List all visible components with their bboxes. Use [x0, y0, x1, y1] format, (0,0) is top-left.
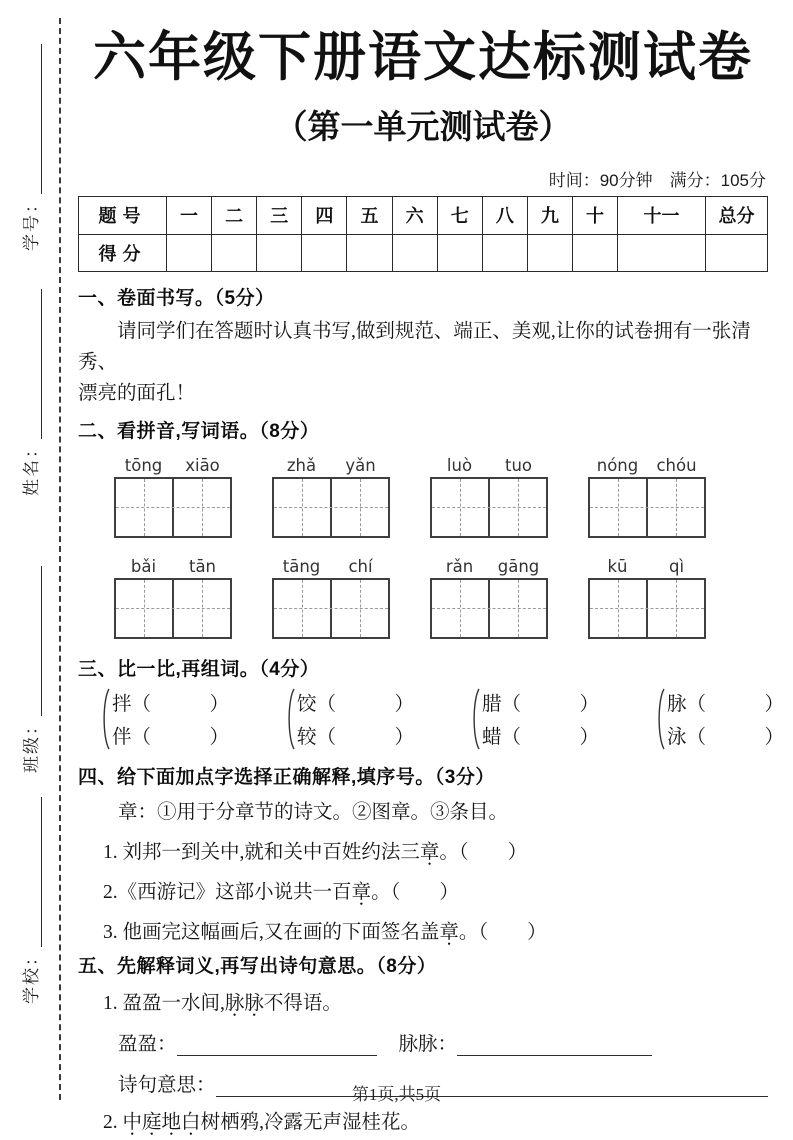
question-column: 十 [572, 196, 617, 234]
word-pair-line: 蜡（ ） [482, 727, 600, 749]
pinyin-grid-group [430, 557, 548, 639]
section4-items [78, 836, 768, 944]
score-cell [167, 234, 212, 271]
blank2-label: 脉脉： [398, 1033, 458, 1055]
score-cell [437, 234, 482, 271]
sentence-post: 。（ ） [371, 881, 459, 903]
section4-gloss: 章：①用于分章节的诗文。②图章。③条目。 [118, 801, 509, 823]
score-cell [527, 234, 572, 271]
pinyin-labels [430, 456, 548, 475]
pinyin-syllable: gāng [497, 556, 540, 576]
pinyin-syllable: kū [607, 556, 628, 576]
writing-grid-cell [116, 479, 172, 536]
blank3-label: 诗句意思： [118, 1074, 216, 1096]
word-pair-column [112, 688, 229, 754]
pinyin-syllable: tuo [504, 455, 533, 475]
margin-field [17, 44, 42, 251]
score-cell [618, 234, 706, 271]
writing-grid-cell [274, 479, 330, 536]
word-pair-line: 较（ ） [297, 727, 415, 749]
pinyin-grid-group [588, 557, 706, 639]
score-cell [482, 234, 527, 271]
word-pair-line: 泳（ ） [667, 727, 785, 749]
pinyin-labels [114, 557, 232, 576]
answer-blank [457, 1033, 652, 1056]
question-column: 一 [167, 196, 212, 234]
writing-grid-cell [432, 580, 488, 637]
sentence-pre: 2. [103, 1111, 123, 1133]
question-column: 总分 [706, 196, 768, 234]
pinyin-syllable: rǎn [445, 556, 474, 576]
pinyin-syllable: tān [188, 556, 217, 576]
writing-grid-cell [330, 479, 388, 536]
dotted-chars: 脉脉 [224, 992, 264, 1014]
paper-title: 六年级下册语文达标测试卷 [93, 29, 753, 87]
writing-grid-cell [488, 479, 546, 536]
score-cell [302, 234, 347, 271]
pinyin-syllable: chí [348, 556, 373, 576]
sentence-post: 树栖鸦,冷露无声湿桂花。 [200, 1111, 420, 1133]
question-column: 六 [392, 196, 437, 234]
blank1-label: 盈盈： [118, 1033, 177, 1055]
writing-grid-cell [172, 479, 230, 536]
pinyin-labels [272, 456, 390, 475]
brace-icon [100, 687, 110, 756]
word-pair-group [100, 687, 229, 756]
sentence-pre: 1. 盈盈一水间, [103, 992, 225, 1014]
section4-item [78, 876, 768, 904]
margin-field-line [24, 566, 42, 716]
word-pairs-row [78, 687, 785, 756]
section2-heading: 二、看拼音,写词语。（8分） [78, 420, 320, 442]
writing-grid-cell [116, 580, 172, 637]
pinyin-syllable: yǎn [345, 455, 376, 475]
score-cell [572, 234, 617, 271]
sentence-post: 。（ ） [439, 841, 528, 863]
question-column: 三 [257, 196, 302, 234]
writing-grid-box [272, 477, 390, 538]
score-cell [347, 234, 392, 271]
sentence-pre: 2.《西游记》这部小说共一百 [103, 881, 352, 903]
section1-paragraph-line2: 漂亮的面孔！ [78, 382, 196, 404]
pinyin-syllable: chóu [656, 455, 697, 475]
section1-paragraph-line1: 请同学们在答题时认真书写,做到规范、端正、美观,让你的试卷拥有一张清秀、 [78, 320, 751, 373]
question-number-label: 题号 [79, 196, 167, 234]
sentence-pre: 1. 刘邦一到关中,就和关中百姓约法三 [103, 841, 420, 863]
writing-grid-cell [274, 580, 330, 637]
pinyin-syllable: xiāo [185, 455, 220, 475]
pinyin-grid-group [588, 456, 706, 538]
pinyin-grid-group [114, 456, 232, 538]
writing-grid-box [588, 477, 706, 538]
pinyin-grid-group [114, 557, 232, 639]
section5-item2 [78, 1106, 768, 1134]
pinyin-syllable: zhǎ [286, 455, 317, 475]
writing-grid-box [588, 578, 706, 639]
brace-icon [285, 687, 295, 756]
word-pair-line: 饺（ ） [297, 694, 415, 716]
writing-grid-box [114, 477, 232, 538]
margin-field-label: 姓名： [21, 439, 41, 496]
word-pair-line: 脉（ ） [667, 694, 785, 716]
brace-icon [470, 687, 480, 756]
word-pair-line: 拌（ ） [112, 694, 230, 716]
dotted-chars: 章 [419, 841, 440, 863]
writing-grid-cell [646, 580, 704, 637]
margin-field [17, 289, 42, 496]
pinyin-syllable: bǎi [130, 556, 157, 576]
writing-grid-box [430, 578, 548, 639]
word-pair-column [667, 688, 784, 754]
section3-heading: 三、比一比,再组词。（4分） [78, 658, 320, 680]
writing-grid-box [430, 477, 548, 538]
pinyin-labels [430, 557, 548, 576]
pinyin-labels [588, 557, 706, 576]
pinyin-syllable: tōng [124, 455, 163, 475]
pinyin-grid-group [430, 456, 548, 538]
margin-field-line [24, 289, 42, 439]
margin-field-line [24, 44, 42, 194]
sentence-pre: 3. 他画完这幅画后,又在画的下面签名盖 [103, 921, 440, 943]
section4-heading: 四、给下面加点字选择正确解释,填序号。（3分） [78, 766, 495, 788]
margin-field-label: 学号： [21, 194, 41, 251]
writing-grid-cell [488, 580, 546, 637]
margin-field-line [24, 797, 42, 947]
score-label: 得分 [79, 234, 167, 271]
pinyin-labels [114, 456, 232, 475]
question-column: 十一 [618, 196, 706, 234]
pinyin-syllable: luò [446, 455, 473, 475]
writing-grid-box [114, 578, 232, 639]
question-column: 八 [482, 196, 527, 234]
paper-subtitle: （第一单元测试卷） [274, 109, 572, 146]
section5-heading: 五、先解释词义,再写出诗句意思。（8分） [78, 955, 437, 977]
page-number: 第1页,共5页 [351, 1085, 442, 1104]
score-cell [392, 234, 437, 271]
dotted-chars: 章 [439, 921, 459, 943]
pinyin-syllable: nóng [596, 455, 639, 475]
binding-margin-fields [0, 0, 58, 1122]
section4-item [78, 916, 768, 944]
margin-field [17, 566, 42, 773]
question-column: 七 [437, 196, 482, 234]
margin-field [17, 797, 42, 1004]
margin-field-label: 班级： [21, 716, 41, 773]
word-pair-line: 伴（ ） [112, 727, 230, 749]
binding-cut-line [59, 18, 61, 1100]
margin-field-label: 学校： [21, 947, 41, 1004]
writing-grid-cell [330, 580, 388, 637]
word-pair-column [482, 688, 599, 754]
definition-blanks-row [78, 1028, 768, 1056]
sentence-post: 。（ ） [458, 921, 547, 943]
word-pair-group [285, 687, 414, 756]
score-table-header-row [79, 196, 768, 234]
word-pair-group [470, 687, 599, 756]
pinyin-writing-grids [78, 456, 768, 639]
score-table [78, 196, 768, 272]
score-cell [257, 234, 302, 271]
dotted-chars: 章 [351, 881, 372, 903]
writing-grid-cell [432, 479, 488, 536]
pinyin-syllable: qì [668, 556, 685, 576]
word-pair-column [297, 688, 414, 754]
pinyin-row [78, 456, 768, 538]
time-score-info: 时间：90分钟 满分：105分 [548, 170, 766, 190]
dotted-chars: 中庭地白 [122, 1111, 201, 1133]
brace-icon [655, 687, 665, 756]
pinyin-labels [272, 557, 390, 576]
pinyin-grid-group [272, 456, 390, 538]
score-table-score-row [79, 234, 768, 271]
question-column: 二 [212, 196, 257, 234]
section4-item [78, 836, 768, 864]
sentence-post: 不得语。 [263, 992, 342, 1014]
pinyin-labels [588, 456, 706, 475]
section1-heading: 一、卷面书写。（5分） [78, 287, 275, 309]
writing-grid-cell [172, 580, 230, 637]
question-column: 四 [302, 196, 347, 234]
word-pair-line: 腊（ ） [482, 694, 600, 716]
question-column: 五 [347, 196, 392, 234]
pinyin-grid-group [272, 557, 390, 639]
score-cell [212, 234, 257, 271]
section5-item1 [78, 987, 768, 1015]
writing-grid-cell [590, 580, 646, 637]
score-cell [706, 234, 768, 271]
writing-grid-cell [590, 479, 646, 536]
answer-blank [177, 1033, 377, 1056]
pinyin-syllable: tāng [282, 556, 321, 576]
paper-content [78, 0, 785, 1134]
writing-grid-cell [646, 479, 704, 536]
pinyin-row [78, 557, 768, 639]
question-column: 九 [527, 196, 572, 234]
writing-grid-box [272, 578, 390, 639]
word-pair-group [655, 687, 784, 756]
